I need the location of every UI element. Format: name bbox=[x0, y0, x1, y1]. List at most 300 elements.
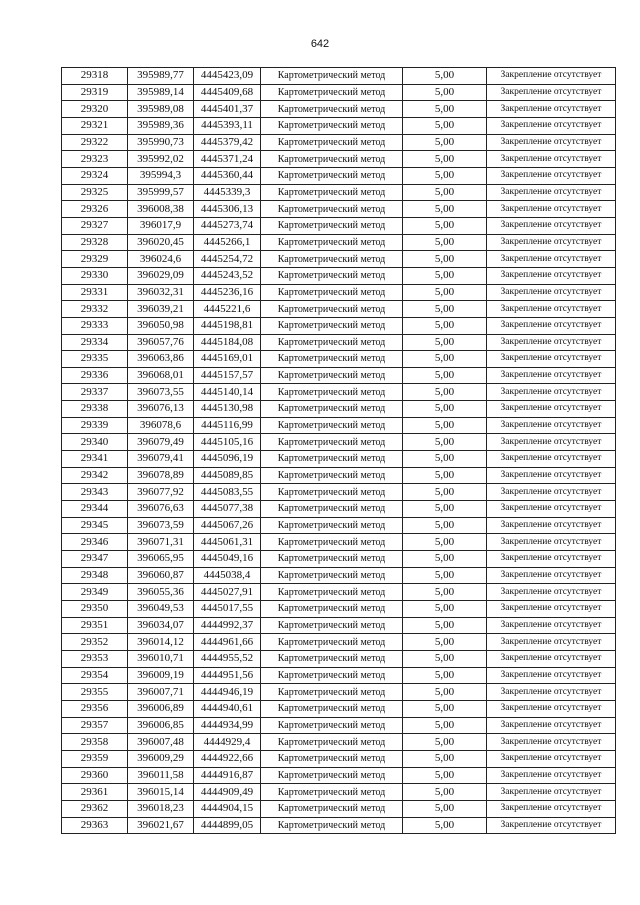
accuracy-cell: 5,00 bbox=[403, 700, 487, 717]
method-cell: Картометрический метод bbox=[261, 284, 403, 301]
accuracy-cell: 5,00 bbox=[403, 617, 487, 634]
table-row bbox=[62, 717, 616, 734]
point-number-cell: 29351 bbox=[62, 617, 128, 634]
table-row bbox=[62, 267, 616, 284]
x-coordinate-cell: 396029,09 bbox=[128, 267, 194, 284]
x-coordinate-cell: 396024,6 bbox=[128, 251, 194, 268]
x-coordinate-cell: 395999,57 bbox=[128, 184, 194, 201]
method-cell: Картометрический метод bbox=[261, 367, 403, 384]
accuracy-cell: 5,00 bbox=[403, 167, 487, 184]
x-coordinate-cell: 395992,02 bbox=[128, 151, 194, 168]
x-coordinate-cell: 396049,53 bbox=[128, 601, 194, 618]
accuracy-cell: 5,00 bbox=[403, 401, 487, 418]
method-cell: Картометрический метод bbox=[261, 601, 403, 618]
fixing-status-cell: Закрепление отсутствует bbox=[487, 284, 616, 301]
y-coordinate-cell: 4445273,74 bbox=[194, 217, 261, 234]
point-number-cell: 29358 bbox=[62, 734, 128, 751]
point-number-cell: 29357 bbox=[62, 717, 128, 734]
table-row bbox=[62, 201, 616, 218]
table-row bbox=[62, 767, 616, 784]
fixing-status-cell: Закрепление отсутствует bbox=[487, 617, 616, 634]
accuracy-cell: 5,00 bbox=[403, 634, 487, 651]
accuracy-cell: 5,00 bbox=[403, 117, 487, 134]
point-number-cell: 29354 bbox=[62, 667, 128, 684]
table-row bbox=[62, 351, 616, 368]
y-coordinate-cell: 4444955,52 bbox=[194, 650, 261, 667]
table-row bbox=[62, 234, 616, 251]
accuracy-cell: 5,00 bbox=[403, 800, 487, 817]
method-cell: Картометрический метод bbox=[261, 667, 403, 684]
fixing-status-cell: Закрепление отсутствует bbox=[487, 184, 616, 201]
table-row bbox=[62, 800, 616, 817]
table-row bbox=[62, 84, 616, 101]
accuracy-cell: 5,00 bbox=[403, 284, 487, 301]
x-coordinate-cell: 396068,01 bbox=[128, 367, 194, 384]
point-number-cell: 29353 bbox=[62, 650, 128, 667]
y-coordinate-cell: 4445221,6 bbox=[194, 301, 261, 318]
y-coordinate-cell: 4445049,16 bbox=[194, 551, 261, 568]
y-coordinate-cell: 4445169,01 bbox=[194, 351, 261, 368]
y-coordinate-cell: 4445339,3 bbox=[194, 184, 261, 201]
accuracy-cell: 5,00 bbox=[403, 151, 487, 168]
point-number-cell: 29330 bbox=[62, 267, 128, 284]
y-coordinate-cell: 4445157,57 bbox=[194, 367, 261, 384]
table-row bbox=[62, 634, 616, 651]
x-coordinate-cell: 396039,21 bbox=[128, 301, 194, 318]
fixing-status-cell: Закрепление отсутствует bbox=[487, 767, 616, 784]
point-number-cell: 29342 bbox=[62, 467, 128, 484]
accuracy-cell: 5,00 bbox=[403, 734, 487, 751]
method-cell: Картометрический метод bbox=[261, 800, 403, 817]
method-cell: Картометрический метод bbox=[261, 467, 403, 484]
fixing-status-cell: Закрепление отсутствует bbox=[487, 517, 616, 534]
x-coordinate-cell: 396014,12 bbox=[128, 634, 194, 651]
method-cell: Картометрический метод bbox=[261, 134, 403, 151]
table-row bbox=[62, 217, 616, 234]
fixing-status-cell: Закрепление отсутствует bbox=[487, 84, 616, 101]
accuracy-cell: 5,00 bbox=[403, 134, 487, 151]
x-coordinate-cell: 396020,45 bbox=[128, 234, 194, 251]
y-coordinate-cell: 4445401,37 bbox=[194, 101, 261, 118]
point-number-cell: 29361 bbox=[62, 784, 128, 801]
fixing-status-cell: Закрепление отсутствует bbox=[487, 134, 616, 151]
fixing-status-cell: Закрепление отсутствует bbox=[487, 784, 616, 801]
x-coordinate-cell: 396018,23 bbox=[128, 800, 194, 817]
method-cell: Картометрический метод bbox=[261, 734, 403, 751]
y-coordinate-cell: 4445393,11 bbox=[194, 117, 261, 134]
y-coordinate-cell: 4445096,19 bbox=[194, 451, 261, 468]
accuracy-cell: 5,00 bbox=[403, 201, 487, 218]
fixing-status-cell: Закрепление отсутствует bbox=[487, 534, 616, 551]
fixing-status-cell: Закрепление отсутствует bbox=[487, 384, 616, 401]
fixing-status-cell: Закрепление отсутствует bbox=[487, 584, 616, 601]
accuracy-cell: 5,00 bbox=[403, 234, 487, 251]
table-row bbox=[62, 434, 616, 451]
fixing-status-cell: Закрепление отсутствует bbox=[487, 800, 616, 817]
y-coordinate-cell: 4445243,52 bbox=[194, 267, 261, 284]
point-number-cell: 29340 bbox=[62, 434, 128, 451]
method-cell: Картометрический метод bbox=[261, 217, 403, 234]
point-number-cell: 29343 bbox=[62, 484, 128, 501]
accuracy-cell: 5,00 bbox=[403, 334, 487, 351]
method-cell: Картометрический метод bbox=[261, 251, 403, 268]
point-number-cell: 29335 bbox=[62, 351, 128, 368]
fixing-status-cell: Закрепление отсутствует bbox=[487, 217, 616, 234]
table-row bbox=[62, 517, 616, 534]
x-coordinate-cell: 396076,13 bbox=[128, 401, 194, 418]
point-number-cell: 29360 bbox=[62, 767, 128, 784]
y-coordinate-cell: 4444899,05 bbox=[194, 817, 261, 834]
fixing-status-cell: Закрепление отсутствует bbox=[487, 551, 616, 568]
x-coordinate-cell: 396077,92 bbox=[128, 484, 194, 501]
x-coordinate-cell: 396055,36 bbox=[128, 584, 194, 601]
point-number-cell: 29329 bbox=[62, 251, 128, 268]
x-coordinate-cell: 395990,73 bbox=[128, 134, 194, 151]
y-coordinate-cell: 4445184,08 bbox=[194, 334, 261, 351]
point-number-cell: 29359 bbox=[62, 750, 128, 767]
accuracy-cell: 5,00 bbox=[403, 551, 487, 568]
point-number-cell: 29331 bbox=[62, 284, 128, 301]
accuracy-cell: 5,00 bbox=[403, 251, 487, 268]
method-cell: Картометрический метод bbox=[261, 501, 403, 518]
accuracy-cell: 5,00 bbox=[403, 517, 487, 534]
point-number-cell: 29321 bbox=[62, 117, 128, 134]
fixing-status-cell: Закрепление отсутствует bbox=[487, 484, 616, 501]
method-cell: Картометрический метод bbox=[261, 717, 403, 734]
fixing-status-cell: Закрепление отсутствует bbox=[487, 334, 616, 351]
y-coordinate-cell: 4444916,87 bbox=[194, 767, 261, 784]
table-row bbox=[62, 184, 616, 201]
x-coordinate-cell: 396063,86 bbox=[128, 351, 194, 368]
method-cell: Картометрический метод bbox=[261, 301, 403, 318]
fixing-status-cell: Закрепление отсутствует bbox=[487, 734, 616, 751]
x-coordinate-cell: 395989,14 bbox=[128, 84, 194, 101]
y-coordinate-cell: 4444922,66 bbox=[194, 750, 261, 767]
table-row bbox=[62, 817, 616, 834]
point-number-cell: 29318 bbox=[62, 68, 128, 85]
accuracy-cell: 5,00 bbox=[403, 451, 487, 468]
x-coordinate-cell: 396071,31 bbox=[128, 534, 194, 551]
y-coordinate-cell: 4445266,1 bbox=[194, 234, 261, 251]
method-cell: Картометрический метод bbox=[261, 68, 403, 85]
method-cell: Картометрический метод bbox=[261, 317, 403, 334]
point-number-cell: 29334 bbox=[62, 334, 128, 351]
fixing-status-cell: Закрепление отсутствует bbox=[487, 101, 616, 118]
fixing-status-cell: Закрепление отсутствует bbox=[487, 634, 616, 651]
y-coordinate-cell: 4445077,38 bbox=[194, 501, 261, 518]
point-number-cell: 29350 bbox=[62, 601, 128, 618]
x-coordinate-cell: 396007,48 bbox=[128, 734, 194, 751]
accuracy-cell: 5,00 bbox=[403, 417, 487, 434]
x-coordinate-cell: 396078,89 bbox=[128, 467, 194, 484]
fixing-status-cell: Закрепление отсутствует bbox=[487, 201, 616, 218]
point-number-cell: 29339 bbox=[62, 417, 128, 434]
x-coordinate-cell: 396065,95 bbox=[128, 551, 194, 568]
method-cell: Картометрический метод bbox=[261, 700, 403, 717]
point-number-cell: 29363 bbox=[62, 817, 128, 834]
fixing-status-cell: Закрепление отсутствует bbox=[487, 467, 616, 484]
y-coordinate-cell: 4445236,16 bbox=[194, 284, 261, 301]
point-number-cell: 29348 bbox=[62, 567, 128, 584]
x-coordinate-cell: 396073,55 bbox=[128, 384, 194, 401]
y-coordinate-cell: 4445061,31 bbox=[194, 534, 261, 551]
point-number-cell: 29325 bbox=[62, 184, 128, 201]
point-number-cell: 29327 bbox=[62, 217, 128, 234]
method-cell: Картометрический метод bbox=[261, 517, 403, 534]
method-cell: Картометрический метод bbox=[261, 584, 403, 601]
accuracy-cell: 5,00 bbox=[403, 650, 487, 667]
method-cell: Картометрический метод bbox=[261, 551, 403, 568]
y-coordinate-cell: 4444961,66 bbox=[194, 634, 261, 651]
x-coordinate-cell: 396076,63 bbox=[128, 501, 194, 518]
accuracy-cell: 5,00 bbox=[403, 601, 487, 618]
table-row bbox=[62, 384, 616, 401]
method-cell: Картометрический метод bbox=[261, 767, 403, 784]
method-cell: Картометрический метод bbox=[261, 151, 403, 168]
fixing-status-cell: Закрепление отсутствует bbox=[487, 667, 616, 684]
fixing-status-cell: Закрепление отсутствует bbox=[487, 717, 616, 734]
accuracy-cell: 5,00 bbox=[403, 351, 487, 368]
point-number-cell: 29323 bbox=[62, 151, 128, 168]
method-cell: Картометрический метод bbox=[261, 817, 403, 834]
y-coordinate-cell: 4444904,15 bbox=[194, 800, 261, 817]
y-coordinate-cell: 4445089,85 bbox=[194, 467, 261, 484]
y-coordinate-cell: 4444929,4 bbox=[194, 734, 261, 751]
point-number-cell: 29319 bbox=[62, 84, 128, 101]
method-cell: Картометрический метод bbox=[261, 617, 403, 634]
accuracy-cell: 5,00 bbox=[403, 84, 487, 101]
table-row bbox=[62, 334, 616, 351]
y-coordinate-cell: 4445198,81 bbox=[194, 317, 261, 334]
table-row bbox=[62, 451, 616, 468]
fixing-status-cell: Закрепление отсутствует bbox=[487, 650, 616, 667]
method-cell: Картометрический метод bbox=[261, 634, 403, 651]
point-number-cell: 29347 bbox=[62, 551, 128, 568]
fixing-status-cell: Закрепление отсутствует bbox=[487, 817, 616, 834]
y-coordinate-cell: 4445067,26 bbox=[194, 517, 261, 534]
x-coordinate-cell: 396021,67 bbox=[128, 817, 194, 834]
accuracy-cell: 5,00 bbox=[403, 534, 487, 551]
point-number-cell: 29332 bbox=[62, 301, 128, 318]
point-number-cell: 29356 bbox=[62, 700, 128, 717]
accuracy-cell: 5,00 bbox=[403, 301, 487, 318]
table-row bbox=[62, 534, 616, 551]
point-number-cell: 29328 bbox=[62, 234, 128, 251]
y-coordinate-cell: 4445130,98 bbox=[194, 401, 261, 418]
fixing-status-cell: Закрепление отсутствует bbox=[487, 700, 616, 717]
table-row bbox=[62, 750, 616, 767]
table-row bbox=[62, 401, 616, 418]
x-coordinate-cell: 395989,36 bbox=[128, 117, 194, 134]
accuracy-cell: 5,00 bbox=[403, 184, 487, 201]
method-cell: Картометрический метод bbox=[261, 567, 403, 584]
table-row bbox=[62, 367, 616, 384]
x-coordinate-cell: 396015,14 bbox=[128, 784, 194, 801]
accuracy-cell: 5,00 bbox=[403, 68, 487, 85]
fixing-status-cell: Закрепление отсутствует bbox=[487, 351, 616, 368]
accuracy-cell: 5,00 bbox=[403, 567, 487, 584]
method-cell: Картометрический метод bbox=[261, 84, 403, 101]
x-coordinate-cell: 395994,3 bbox=[128, 167, 194, 184]
point-number-cell: 29341 bbox=[62, 451, 128, 468]
table-row bbox=[62, 251, 616, 268]
y-coordinate-cell: 4445038,4 bbox=[194, 567, 261, 584]
method-cell: Картометрический метод bbox=[261, 184, 403, 201]
x-coordinate-cell: 396011,58 bbox=[128, 767, 194, 784]
x-coordinate-cell: 396078,6 bbox=[128, 417, 194, 434]
x-coordinate-cell: 396079,41 bbox=[128, 451, 194, 468]
fixing-status-cell: Закрепление отсутствует bbox=[487, 417, 616, 434]
fixing-status-cell: Закрепление отсутствует bbox=[487, 567, 616, 584]
point-number-cell: 29337 bbox=[62, 384, 128, 401]
y-coordinate-cell: 4445017,55 bbox=[194, 601, 261, 618]
accuracy-cell: 5,00 bbox=[403, 434, 487, 451]
y-coordinate-cell: 4445306,13 bbox=[194, 201, 261, 218]
point-number-cell: 29336 bbox=[62, 367, 128, 384]
method-cell: Картометрический метод bbox=[261, 650, 403, 667]
y-coordinate-cell: 4445105,16 bbox=[194, 434, 261, 451]
table-row bbox=[62, 417, 616, 434]
table-row bbox=[62, 301, 616, 318]
y-coordinate-cell: 4444940,61 bbox=[194, 700, 261, 717]
table-row bbox=[62, 584, 616, 601]
table-row bbox=[62, 101, 616, 118]
y-coordinate-cell: 4444934,99 bbox=[194, 717, 261, 734]
method-cell: Картометрический метод bbox=[261, 267, 403, 284]
fixing-status-cell: Закрепление отсутствует bbox=[487, 234, 616, 251]
table-row bbox=[62, 567, 616, 584]
table-row bbox=[62, 667, 616, 684]
fixing-status-cell: Закрепление отсутствует bbox=[487, 267, 616, 284]
method-cell: Картометрический метод bbox=[261, 401, 403, 418]
fixing-status-cell: Закрепление отсутствует bbox=[487, 451, 616, 468]
y-coordinate-cell: 4445083,55 bbox=[194, 484, 261, 501]
table-row bbox=[62, 684, 616, 701]
method-cell: Картометрический метод bbox=[261, 201, 403, 218]
accuracy-cell: 5,00 bbox=[403, 784, 487, 801]
method-cell: Картометрический метод bbox=[261, 784, 403, 801]
fixing-status-cell: Закрепление отсутствует bbox=[487, 434, 616, 451]
table-row bbox=[62, 501, 616, 518]
x-coordinate-cell: 396073,59 bbox=[128, 517, 194, 534]
fixing-status-cell: Закрепление отсутствует bbox=[487, 684, 616, 701]
fixing-status-cell: Закрепление отсутствует bbox=[487, 151, 616, 168]
point-number-cell: 29322 bbox=[62, 134, 128, 151]
accuracy-cell: 5,00 bbox=[403, 467, 487, 484]
coordinates-table bbox=[61, 67, 616, 834]
y-coordinate-cell: 4444946,19 bbox=[194, 684, 261, 701]
table-row bbox=[62, 117, 616, 134]
accuracy-cell: 5,00 bbox=[403, 101, 487, 118]
point-number-cell: 29324 bbox=[62, 167, 128, 184]
table-row bbox=[62, 484, 616, 501]
y-coordinate-cell: 4445371,24 bbox=[194, 151, 261, 168]
x-coordinate-cell: 395989,08 bbox=[128, 101, 194, 118]
method-cell: Картометрический метод bbox=[261, 434, 403, 451]
accuracy-cell: 5,00 bbox=[403, 767, 487, 784]
x-coordinate-cell: 396006,85 bbox=[128, 717, 194, 734]
x-coordinate-cell: 396006,89 bbox=[128, 700, 194, 717]
accuracy-cell: 5,00 bbox=[403, 717, 487, 734]
x-coordinate-cell: 395989,77 bbox=[128, 68, 194, 85]
fixing-status-cell: Закрепление отсутствует bbox=[487, 301, 616, 318]
table-row bbox=[62, 151, 616, 168]
x-coordinate-cell: 396034,07 bbox=[128, 617, 194, 634]
x-coordinate-cell: 396007,71 bbox=[128, 684, 194, 701]
y-coordinate-cell: 4445409,68 bbox=[194, 84, 261, 101]
y-coordinate-cell: 4445027,91 bbox=[194, 584, 261, 601]
fixing-status-cell: Закрепление отсутствует bbox=[487, 401, 616, 418]
method-cell: Картометрический метод bbox=[261, 334, 403, 351]
method-cell: Картометрический метод bbox=[261, 684, 403, 701]
method-cell: Картометрический метод bbox=[261, 484, 403, 501]
point-number-cell: 29346 bbox=[62, 534, 128, 551]
x-coordinate-cell: 396009,29 bbox=[128, 750, 194, 767]
method-cell: Картометрический метод bbox=[261, 750, 403, 767]
table-row bbox=[62, 617, 616, 634]
x-coordinate-cell: 396060,87 bbox=[128, 567, 194, 584]
table-row bbox=[62, 551, 616, 568]
accuracy-cell: 5,00 bbox=[403, 384, 487, 401]
method-cell: Картометрический метод bbox=[261, 417, 403, 434]
x-coordinate-cell: 396050,98 bbox=[128, 317, 194, 334]
fixing-status-cell: Закрепление отсутствует bbox=[487, 117, 616, 134]
accuracy-cell: 5,00 bbox=[403, 750, 487, 767]
method-cell: Картометрический метод bbox=[261, 451, 403, 468]
method-cell: Картометрический метод bbox=[261, 534, 403, 551]
table-row bbox=[62, 784, 616, 801]
x-coordinate-cell: 396008,38 bbox=[128, 201, 194, 218]
fixing-status-cell: Закрепление отсутствует bbox=[487, 601, 616, 618]
point-number-cell: 29344 bbox=[62, 501, 128, 518]
x-coordinate-cell: 396010,71 bbox=[128, 650, 194, 667]
table-row bbox=[62, 284, 616, 301]
x-coordinate-cell: 396009,19 bbox=[128, 667, 194, 684]
accuracy-cell: 5,00 bbox=[403, 501, 487, 518]
method-cell: Картометрический метод bbox=[261, 234, 403, 251]
point-number-cell: 29352 bbox=[62, 634, 128, 651]
point-number-cell: 29326 bbox=[62, 201, 128, 218]
method-cell: Картометрический метод bbox=[261, 351, 403, 368]
table-body bbox=[62, 68, 616, 834]
page-number: 642 bbox=[310, 38, 330, 50]
accuracy-cell: 5,00 bbox=[403, 317, 487, 334]
fixing-status-cell: Закрепление отсутствует bbox=[487, 750, 616, 767]
table-row bbox=[62, 601, 616, 618]
x-coordinate-cell: 396079,49 bbox=[128, 434, 194, 451]
x-coordinate-cell: 396032,31 bbox=[128, 284, 194, 301]
method-cell: Картометрический метод bbox=[261, 384, 403, 401]
table-row bbox=[62, 467, 616, 484]
fixing-status-cell: Закрепление отсутствует bbox=[487, 167, 616, 184]
point-number-cell: 29362 bbox=[62, 800, 128, 817]
y-coordinate-cell: 4445254,72 bbox=[194, 251, 261, 268]
x-coordinate-cell: 396017,9 bbox=[128, 217, 194, 234]
accuracy-cell: 5,00 bbox=[403, 584, 487, 601]
point-number-cell: 29345 bbox=[62, 517, 128, 534]
fixing-status-cell: Закрепление отсутствует bbox=[487, 251, 616, 268]
accuracy-cell: 5,00 bbox=[403, 484, 487, 501]
point-number-cell: 29333 bbox=[62, 317, 128, 334]
accuracy-cell: 5,00 bbox=[403, 817, 487, 834]
accuracy-cell: 5,00 bbox=[403, 684, 487, 701]
y-coordinate-cell: 4445140,14 bbox=[194, 384, 261, 401]
table-row bbox=[62, 650, 616, 667]
method-cell: Картометрический метод bbox=[261, 117, 403, 134]
method-cell: Картометрический метод bbox=[261, 167, 403, 184]
y-coordinate-cell: 4444909,49 bbox=[194, 784, 261, 801]
table-row bbox=[62, 734, 616, 751]
